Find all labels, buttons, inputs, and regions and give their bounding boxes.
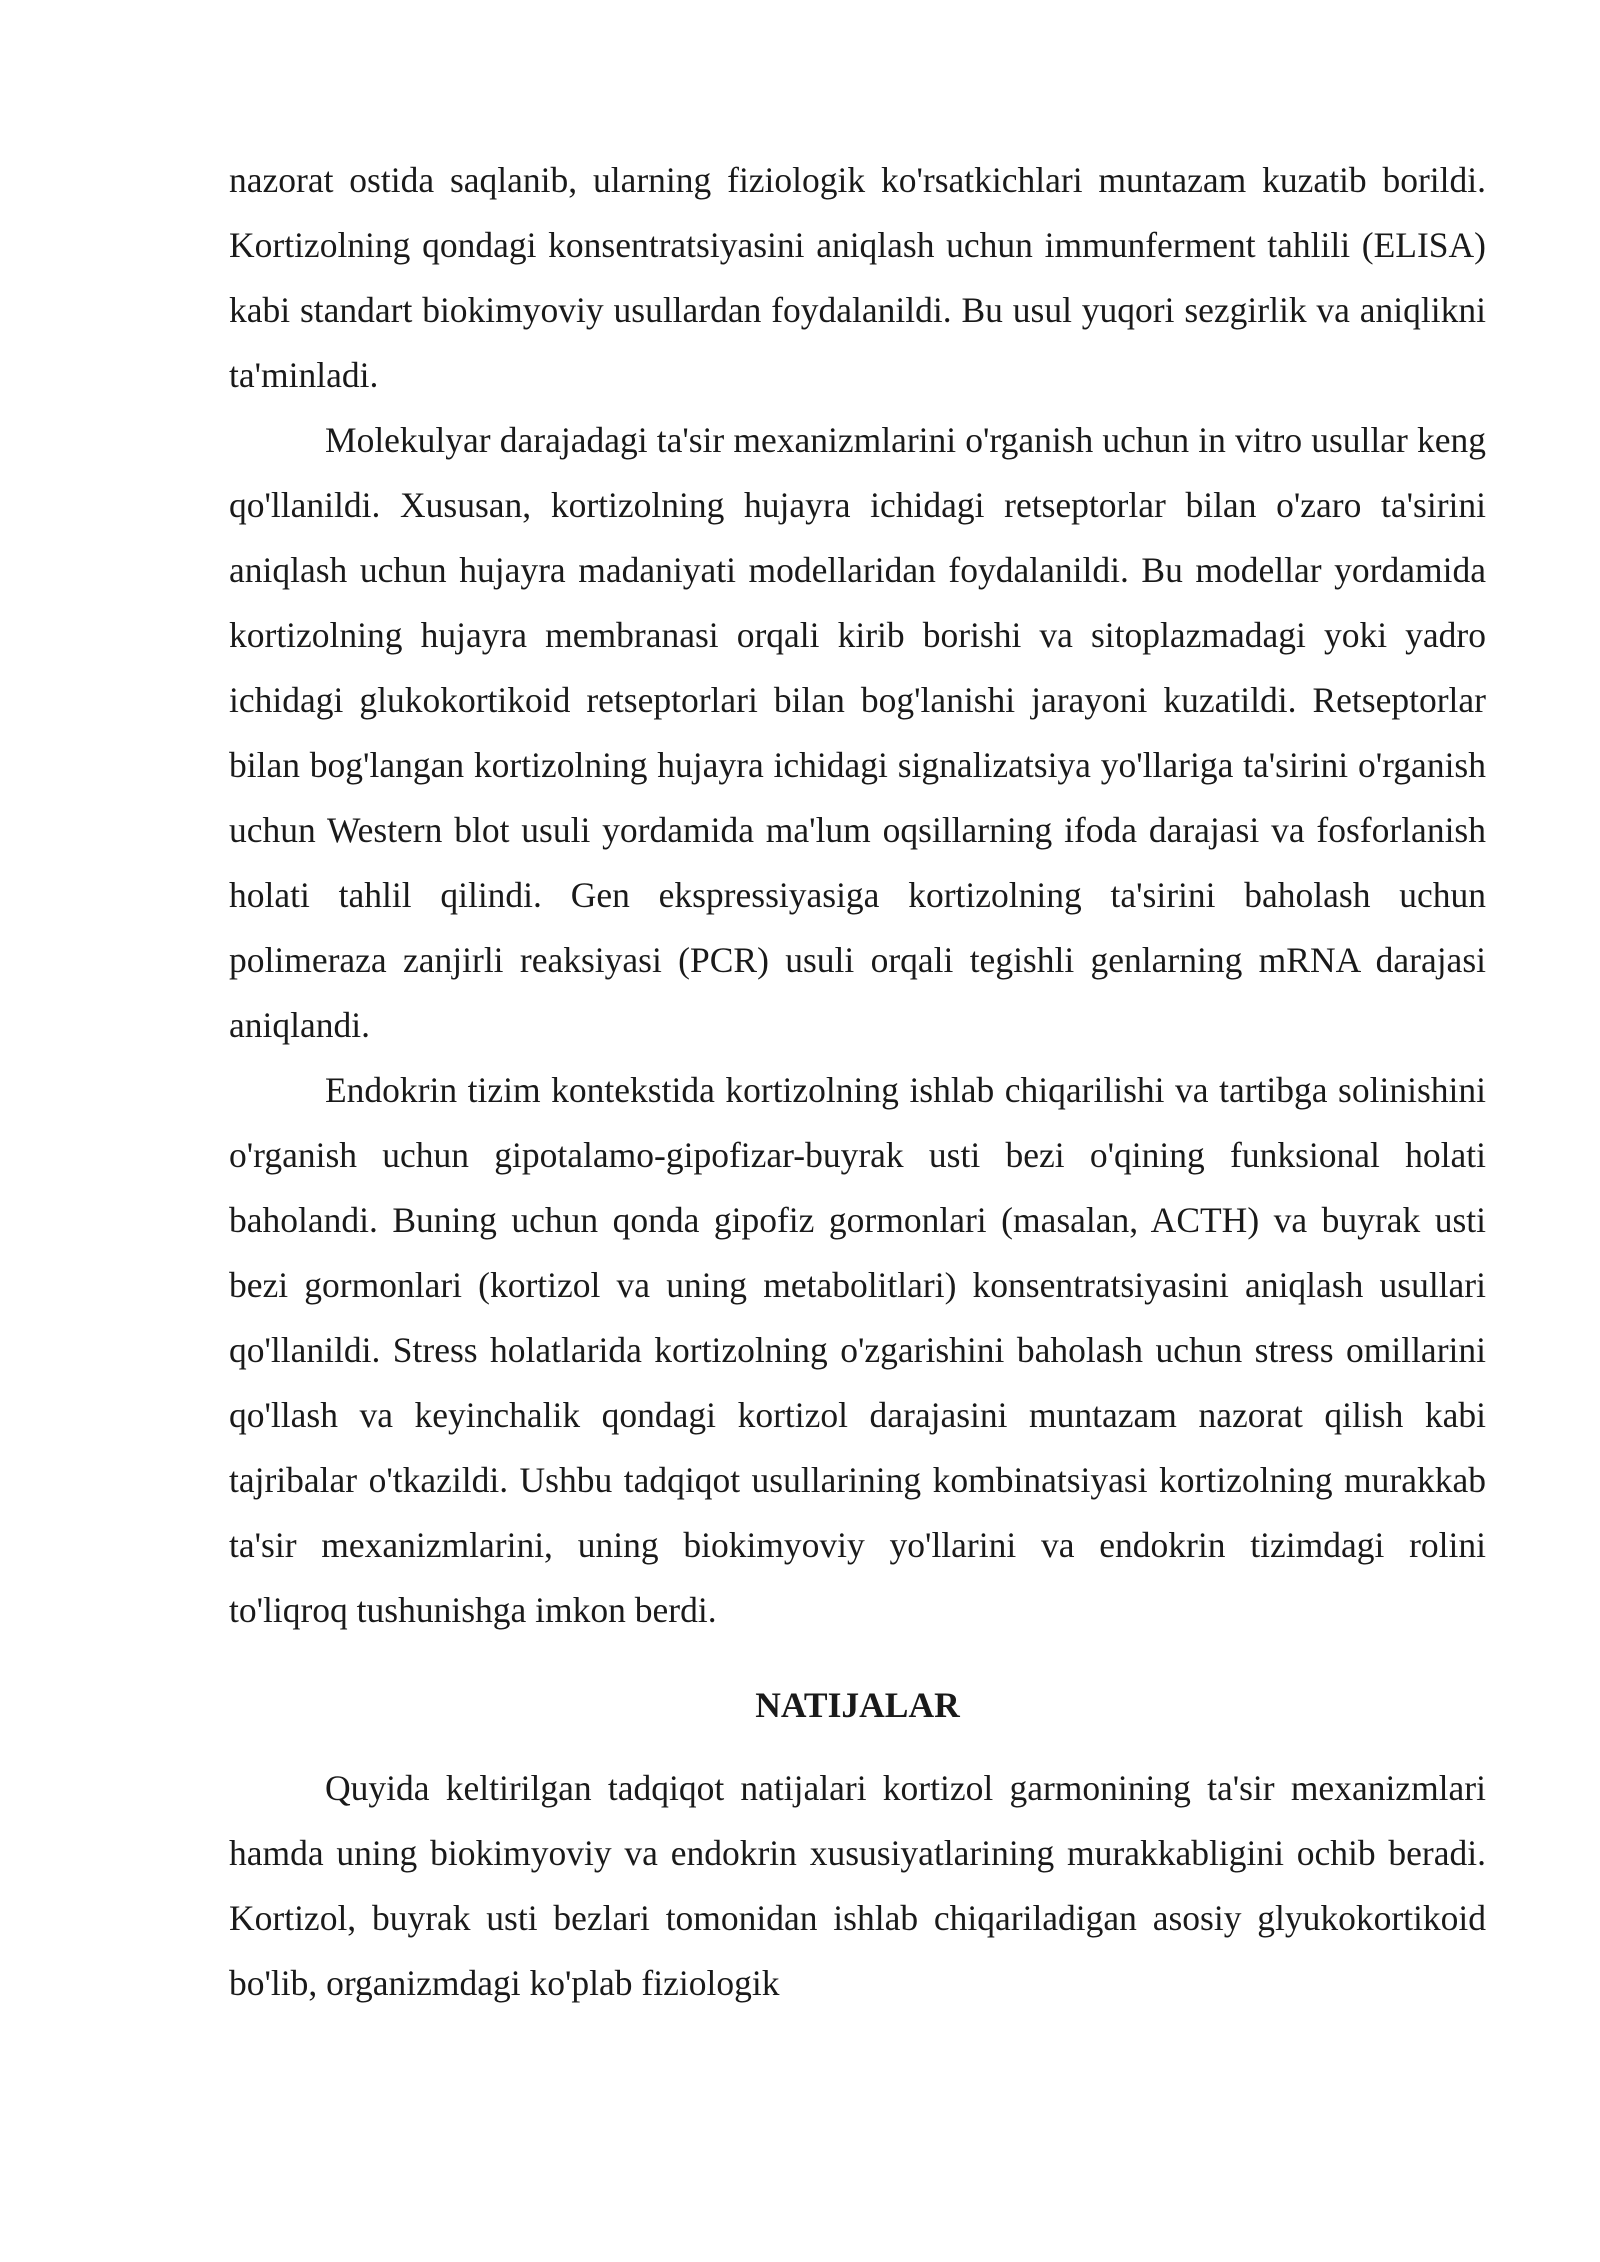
paragraph-continuation: nazorat ostida saqlanib, ularning fiziologik ko'rsatkichlari muntazam kuzatib borildi. Kortizolning qondagi konsentratsiyasini aniqlash uchun immunferment tahlili (ELISA) kabi standart biokimyoviy usullardan foydalanildi. Bu usul yuqori sezgirlik va aniqlikni ta'minladi.	[229, 160, 1486, 395]
paragraph-results-intro: Quyida keltirilgan tadqiqot natijalari kortizol garmonining ta'sir mexanizmlari hamda uning biokimyoviy va endokrin xususiyatlarining murakkabligini ochib beradi. Kortizol, buyrak usti bezlari tomonidan ishlab chiqariladigan asosiy glyukokortikoid bo'lib, organizmdagi ko'plab fiziologik	[229, 1768, 1486, 2003]
document-body	[229, 148, 1486, 2016]
paragraph-molecular-methods: Molekulyar darajadagi ta'sir mexanizmlarini o'rganish uchun in vitro usullar keng qo'llanildi. Xususan, kortizolning hujayra ichidagi retseptorlar bilan o'zaro ta'sirini aniqlash uchun hujayra madaniyati modellaridan foydalanildi. Bu modellar yordamida kortizolning hujayra membranasi orqali kirib borishi va sitoplazmadagi yoki yadro ichidagi glukokortikoid retseptorlari bilan bog'lanishi jarayoni kuzatildi. Retseptorlar bilan bog'langan kortizolning hujayra ichidagi signalizatsiya yo'llariga ta'sirini o'rganish uchun Western blot usuli yordamida ma'lum oqsillarning ifoda darajasi va fosforlanish holati tahlil qilindi. Gen ekspressiyasiga kortizolning ta'sirini baholash uchun polimeraza zanjirli reaksiyasi (PCR) usuli orqali tegishli genlarning mRNA darajasi aniqlandi.	[229, 420, 1486, 1045]
section-heading-results: NATIJALAR	[755, 1685, 960, 1725]
paragraph-endocrine-methods: Endokrin tizim kontekstida kortizolning ishlab chiqarilishi va tartibga solinishini o'rganish uchun gipotalamo-gipofizar-buyrak usti bezi o'qining funksional holati baholandi. Buning uchun qonda gipofiz gormonlari (masalan, ACTH) va buyrak usti bezi gormonlari (kortizol va uning metabolitlari) konsentratsiyasini aniqlash usullari qo'llanildi. Stress holatlarida kortizolning o'zgarishini baholash uchun stress omillarini qo'llash va keyinchalik qondagi kortizol darajasini muntazam nazorat qilish kabi tajribalar o'tkazildi. Ushbu tadqiqot usullarining kombinatsiyasi kortizolning murakkab ta'sir mexanizmlarini, uning biokimyoviy yo'llarini va endokrin tizimdagi rolini to'liqroq tushunishga imkon berdi.	[229, 1070, 1486, 1630]
